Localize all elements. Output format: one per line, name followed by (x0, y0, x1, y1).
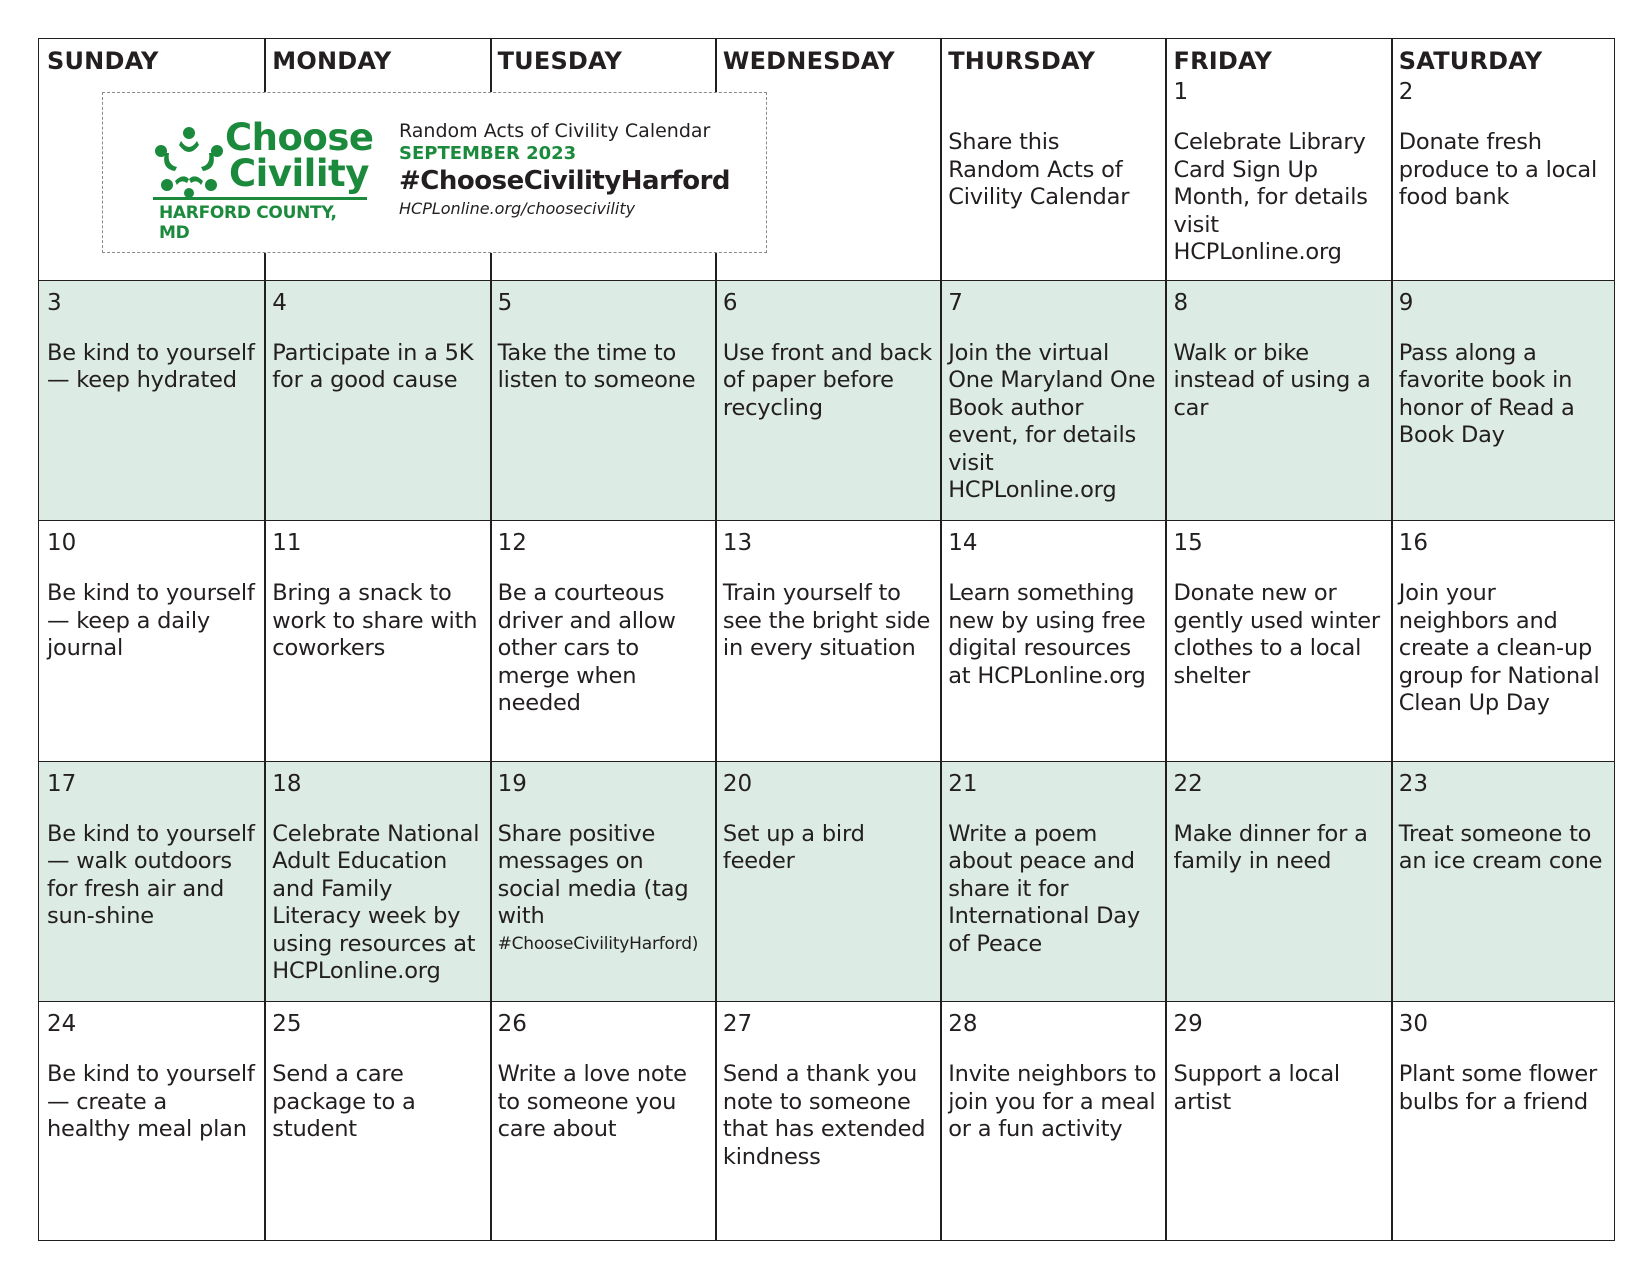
activity-text: Make dinner for a family in need (1173, 820, 1368, 875)
day-header-monday: MONDAY (272, 47, 392, 75)
activity-text: Send a thank you note to someone that has extended kindness (722, 1061, 926, 1170)
day-number: 18 (272, 770, 302, 797)
day-cell (490, 280, 715, 521)
day-cell (490, 520, 715, 761)
day-cell (940, 39, 1165, 280)
day-cell (1166, 761, 1391, 1002)
day-cell (715, 1001, 940, 1242)
day-cell (1166, 520, 1391, 761)
day-number: 24 (47, 1011, 77, 1038)
activity-text: Send a care package to a student (272, 1061, 416, 1143)
day-number: 19 (497, 770, 527, 797)
activity-text: Share positive messages on social media (tag with (497, 820, 689, 930)
day-cell (940, 1001, 1165, 1242)
day-cell (264, 1001, 489, 1242)
day-number: 25 (272, 1011, 302, 1038)
day-number: 13 (722, 530, 753, 557)
day-number: 29 (1173, 1011, 1203, 1038)
day-cell (715, 761, 940, 1002)
day-cell (1391, 520, 1616, 761)
activity-text: Write a poem about peace and share it for International Day of Peace (948, 820, 1140, 957)
day-cell (1391, 1001, 1616, 1242)
day-number: 22 (1173, 770, 1203, 797)
day-number: 12 (497, 530, 527, 557)
activity-text: Be kind to yourself — keep a daily journal (47, 580, 255, 662)
day-cell (39, 280, 264, 521)
promo-text (399, 119, 759, 221)
activity-text: Be a courteous driver and allow other cars to merge when needed (497, 580, 676, 717)
day-cell (490, 1001, 715, 1242)
day-number: 26 (497, 1011, 527, 1038)
day-number: 10 (47, 530, 77, 557)
day-number: 7 (948, 289, 963, 316)
day-number: 6 (722, 289, 738, 316)
day-number: 1 (1173, 79, 1189, 105)
day-number: 11 (272, 530, 302, 557)
day-number: 27 (722, 1011, 753, 1038)
day-number: 9 (1398, 289, 1414, 316)
day-cell (490, 761, 715, 1002)
promo-month: SEPTEMBER 2023 (399, 143, 577, 164)
activity-text: Participate in a 5K for a good cause (272, 339, 474, 394)
day-cell (264, 761, 489, 1002)
day-cell (715, 280, 940, 521)
activity-text: Set up a bird feeder (722, 820, 865, 875)
day-cell (1166, 39, 1391, 280)
activity-text: Pass along a favorite book in honor of Read a Book Day (1398, 339, 1575, 449)
logo-word-civility: Civility (229, 152, 369, 195)
day-cell (39, 1001, 264, 1242)
promo-url[interactable]: HCPLonline.org/choosecivility (399, 199, 636, 218)
day-cell (39, 761, 264, 1002)
activity-text: Plant some flower bulbs for a friend (1398, 1061, 1598, 1115)
day-cell (1391, 280, 1616, 521)
activity-text: Join your neighbors and create a clean-up group for National Clean Up Day (1398, 580, 1600, 717)
day-number: 21 (948, 770, 978, 797)
logo-county: HARFORD COUNTY, MD (159, 203, 337, 243)
activity-text: Learn something new by using free digital resources at HCPLonline.org (948, 580, 1146, 689)
day-number: 3 (47, 289, 62, 316)
activity-text: Train yourself to see the bright side in every situation (722, 580, 931, 662)
day-number: 14 (948, 530, 978, 557)
day-header-thursday: THURSDAY (948, 47, 1096, 75)
day-number (948, 77, 1157, 107)
promo-hashtag: #ChooseCivilityHarford (399, 166, 730, 196)
people-circle-icon (149, 123, 229, 201)
promo-title: Random Acts of Civility Calendar (399, 120, 711, 142)
day-header-friday: FRIDAY (1173, 47, 1273, 75)
day-number: 20 (722, 770, 753, 797)
activity-text: Donate new or gently used winter clothes to a local shelter (1173, 580, 1380, 689)
activity-text: Write a love note to someone you care about (497, 1061, 687, 1143)
day-number: 4 (272, 289, 287, 316)
day-cell (715, 520, 940, 761)
day-header-sunday: SUNDAY (47, 47, 159, 75)
activity-text: Join the virtual One Maryland One Book author event, for details visit HCPLonline.org (948, 339, 1156, 504)
day-cell (1391, 39, 1616, 280)
activity-text: Be kind to yourself — create a healthy meal plan (47, 1061, 255, 1143)
logo-underline (153, 197, 367, 200)
day-number: 2 (1398, 79, 1414, 105)
day-header-saturday: SATURDAY (1398, 47, 1543, 75)
activity-text: Celebrate National Adult Education and Family Literacy week by using resources at HCPLonline.org (272, 820, 480, 985)
activity-text: Walk or bike instead of using a car (1173, 339, 1371, 421)
activity-text: Invite neighbors to join you for a meal or a fun activity (948, 1061, 1157, 1143)
activity-text: Donate fresh produce to a local food bank (1398, 129, 1598, 210)
activity-text: Celebrate Library Card Sign Up Month, for details visit HCPLonline.org (1173, 129, 1368, 265)
activity-text: Be kind to yourself — walk outdoors for fresh air and sun-shine (47, 820, 255, 930)
day-cell (1166, 1001, 1391, 1242)
day-cell (940, 520, 1165, 761)
activity-text: Be kind to yourself — keep hydrated (47, 339, 255, 394)
activity-text: Treat someone to an ice cream cone (1398, 820, 1603, 875)
day-number: 17 (47, 770, 77, 797)
activity-text: Support a local artist (1173, 1061, 1340, 1115)
activity-text: Share this Random Acts of Civility Calendar (948, 129, 1130, 210)
day-cell (1166, 280, 1391, 521)
day-number: 23 (1398, 770, 1429, 797)
day-cell (39, 520, 264, 761)
day-header-wednesday: WEDNESDAY (722, 47, 895, 75)
day-cell (940, 280, 1165, 521)
activity-hashtag: #ChooseCivilityHarford) (497, 933, 699, 954)
day-number: 5 (497, 289, 513, 316)
activity-text: Use front and back of paper before recycling (722, 339, 933, 421)
logo-word-choose: Choose (225, 116, 374, 159)
day-cell (940, 761, 1165, 1002)
day-cell (264, 280, 489, 521)
choose-civility-logo (149, 116, 374, 243)
day-number: 16 (1398, 530, 1429, 557)
day-cell (264, 520, 489, 761)
activity-text: Take the time to listen to someone (497, 339, 696, 394)
activity-text: Bring a snack to work to share with coworkers (272, 580, 478, 662)
promo-banner (102, 92, 767, 253)
day-header-tuesday: TUESDAY (497, 47, 623, 75)
day-number: 8 (1173, 289, 1189, 316)
day-cell (1391, 761, 1616, 1002)
day-number: 30 (1398, 1011, 1429, 1038)
day-number: 15 (1173, 530, 1203, 557)
day-number: 28 (948, 1011, 978, 1038)
